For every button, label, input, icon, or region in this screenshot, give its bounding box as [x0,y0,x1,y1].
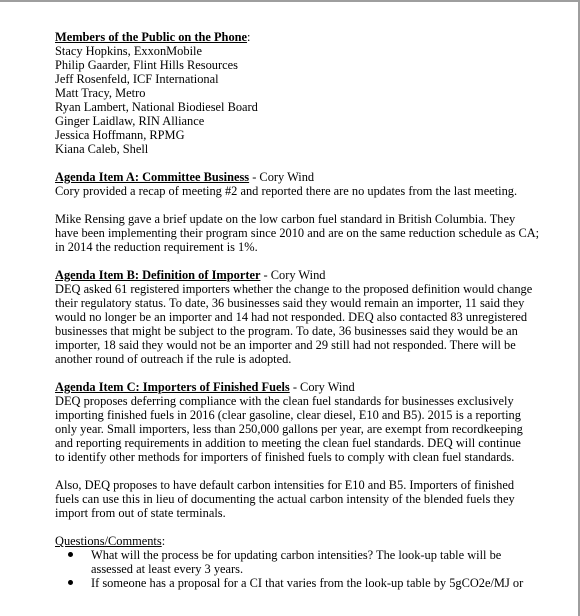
text-line: businesses that might be subject to the program. To date, 36 businesses said they would be an [55,324,518,338]
agenda-item-c-heading-line [55,380,567,394]
member-entry: Ryan Lambert, National Biodiesel Board [55,100,258,114]
document-page [55,30,567,590]
text-line: importing finished fuels in 2016 (clear gasoline, clear diesel, E10 and B5). 2015 is a reporting [55,408,521,422]
member-entry: Jessica Hoffmann, RPMG [55,128,185,142]
text-line: would no longer be an importer and 14 had not responded. DEQ also contacted 83 unregistered [55,310,528,324]
questions-heading-line [55,534,567,548]
agenda-item-a-heading: Agenda Item A: Committee Business [55,170,250,184]
questions-heading-colon: : [161,534,166,548]
text-line: importer, 18 said they would not be an importer and 29 still had not responded. There will be [55,338,516,352]
members-heading: Members of the Public on the Phone [55,30,248,44]
text-line: their regulatory status. To date, 36 businesses said they would remain an importer, 11 said they [55,296,525,310]
members-heading-line [55,30,567,44]
page-edge-top [0,0,580,2]
text-line: Cory provided a recap of meeting #2 and reported there are no updates from the last meeting. [55,184,518,198]
bullet-icon [68,580,73,585]
text-line: What will the process be for updating carbon intensities? The look-up table will be [91,548,502,562]
text-line: have been implementing their program since 2010 and are on the same reduction schedule as CA; [55,226,540,240]
member-entry: Matt Tracy, Metro [55,86,146,100]
member-entry: Philip Gaarder, Flint Hills Resources [55,58,238,72]
members-list [55,44,567,156]
agenda-item-a-paragraph-1 [55,184,567,198]
agenda-item-c-paragraph-2 [55,478,567,520]
bullet-icon [68,552,73,557]
member-entry: Ginger Laidlaw, RIN Alliance [55,114,205,128]
members-section [55,30,567,156]
members-heading-colon: : [247,30,251,44]
questions-section [55,534,567,590]
text-line: and reporting requirements in addition to meeting the clean fuel standards. DEQ will continue [55,436,521,450]
text-line: Also, DEQ proposes to have default carbon intensities for E10 and B5. Importers of finished [55,478,515,492]
member-entry: Stacy Hopkins, ExxonMobile [55,44,202,58]
list-item [55,576,567,590]
text-line: in 2014 the reduction requirement is 1%. [55,240,258,254]
agenda-item-a [55,170,567,254]
agenda-item-c-presenter: - Cory Wind [289,380,355,394]
agenda-item-b-heading: Agenda Item B: Definition of Importer [55,268,261,282]
agenda-item-a-paragraph-2 [55,212,567,254]
agenda-item-b-heading-line [55,268,567,282]
member-entry: Jeff Rosenfeld, ICF International [55,72,219,86]
agenda-item-b [55,268,567,366]
text-line: import from out of state terminals. [55,506,226,520]
questions-list [55,548,567,590]
text-line: to identify other methods for importers of finished fuels to comply with clean fuel standards. [55,450,515,464]
text-line: DEQ asked 61 registered importers whether the change to the proposed definition would change [55,282,533,296]
text-line: fuels can use this in lieu of documenting the actual carbon intensity of the blended fuels they [55,492,515,506]
agenda-item-c-heading: Agenda Item C: Importers of Finished Fuels [55,380,290,394]
member-entry: Kiana Caleb, Shell [55,142,149,156]
text-line: assessed at least every 3 years. [91,562,244,576]
agenda-item-c-paragraph-1 [55,394,567,464]
agenda-item-a-heading-line [55,170,567,184]
agenda-item-b-paragraph-1 [55,282,567,366]
text-line: another round of outreach if the rule is adopted. [55,352,292,366]
text-line: DEQ proposes deferring compliance with the clean fuel standards for businesses exclusively [55,394,514,408]
questions-heading: Questions/Comments [55,534,162,548]
agenda-item-c [55,380,567,520]
list-item [55,548,567,576]
text-line: Mike Rensing gave a brief update on the low carbon fuel standard in British Columbia. They [55,212,516,226]
agenda-item-a-presenter: - Cory Wind [249,170,315,184]
agenda-item-b-presenter: - Cory Wind [260,268,326,282]
text-line: only year. Small importers, less than 250,000 gallons per year, are exempt from recordkeeping [55,422,523,436]
text-line: If someone has a proposal for a CI that varies from the look-up table by 5gCO2e/MJ or [91,576,524,590]
